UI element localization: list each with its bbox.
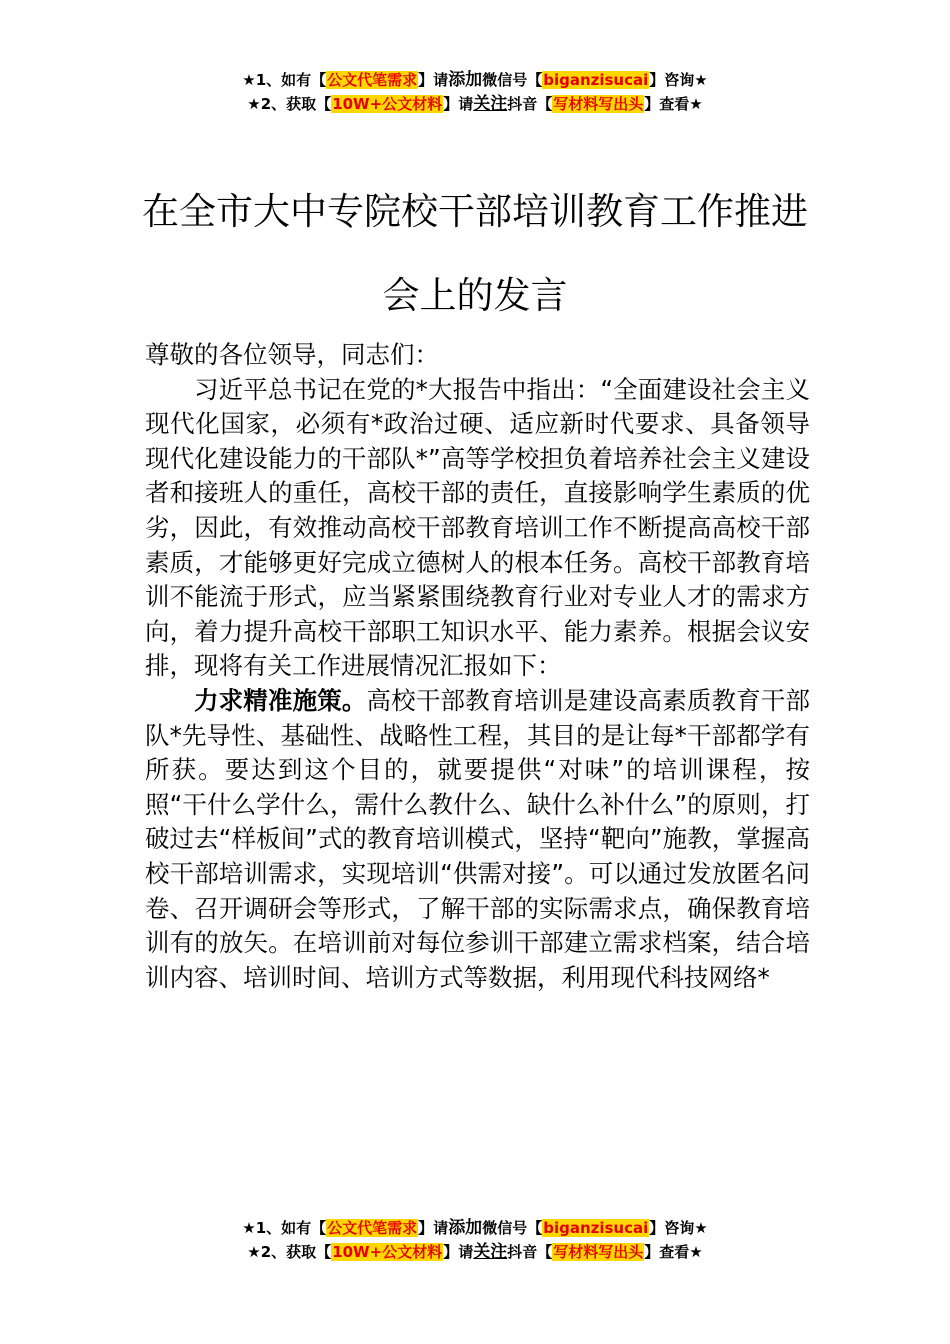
banner-text: 】查看★ (644, 1243, 703, 1261)
paragraph-intro: 习近平总书记在党的*大报告中指出：“全面建设社会主义现代化国家，必须有*政治过硬、适应新时代要求、具备领导现代化建设能力的干部队*”高等学校担负着培养社会主义建设者和接班人的重任，高校干部的责任，直接影响学生素质的优劣，因此，有效推动高校干部教育培训工作不断提高高校干部素质，才能够更好完成立德树人的根本任务。高校干部教育培训不能流于形式，应当紧紧围绕教育行业对专业人才的需求方向，着力提升高校干部职工知识水平、能力素养。根据会议安排，现将有关工作进展情况汇报如下： (145, 374, 810, 681)
banner-text: 】请 (418, 71, 449, 89)
banner-highlight: 10W+公文材料 (332, 95, 443, 113)
banner-text: 】咨询★ (649, 71, 708, 89)
banner-line-2 (0, 92, 950, 116)
title-line-2: 会上的发言 (382, 274, 568, 317)
banner-line-1 (0, 68, 950, 92)
banner-text: ★2、获取【 (247, 95, 332, 113)
paragraph-text: 高校干部教育培训是建设高素质教育干部队*先导性、基础性、战略性工程，其目的是让每*干部都学有所获。要达到这个目的，就要提供“对味”的培训课程，按照“干什么学什么，需什么教什么、缺什么补什么”的原则，打破过去“样板间”式的教育培训模式，坚持“靶向”施教，掌握高校干部培训需求，实现培训“供需对接”。可以通过发放匿名问卷、召开调研会等形式，了解干部的实际需求点，确保教育培训有的放矢。在培训前对每位参训干部建立需求档案，结合培训内容、培训时间、培训方式等数据，利用现代科技网络* (145, 685, 811, 992)
banner-emphasis: 关注 (473, 1242, 508, 1262)
banner-emphasis: 添加 (448, 1218, 483, 1238)
banner-text: ★2、获取【 (247, 1243, 332, 1261)
paragraph-lead: 力求精准施策。 (194, 685, 367, 715)
banner-highlight: 公文代笔需求 (327, 1219, 418, 1237)
banner-text: 抖音【 (507, 95, 553, 113)
banner-text: 】咨询★ (649, 1219, 708, 1237)
banner-text: 微信号【 (482, 1219, 543, 1237)
banner-text: 】请 (418, 1219, 449, 1237)
footer-banner (0, 1216, 950, 1264)
banner-wechat-id: biganzisucai (543, 1219, 649, 1237)
banner-text: 】请 (443, 95, 474, 113)
banner-text: 微信号【 (482, 71, 543, 89)
banner-wechat-id: biganzisucai (543, 71, 649, 89)
salutation: 尊敬的各位领导，同志们： (145, 340, 439, 369)
banner-text: ★1、如有【 (242, 71, 327, 89)
banner-line-2 (0, 1240, 950, 1264)
banner-highlight: 10W+公文材料 (332, 1243, 443, 1261)
banner-douyin-id: 写材料写出头 (553, 95, 644, 113)
banner-highlight: 公文代笔需求 (327, 71, 418, 89)
banner-line-1 (0, 1216, 950, 1240)
banner-emphasis: 关注 (473, 94, 508, 114)
banner-text: ★1、如有【 (242, 1219, 327, 1237)
banner-text: 】查看★ (644, 95, 703, 113)
banner-emphasis: 添加 (448, 70, 483, 90)
banner-douyin-id: 写材料写出头 (553, 1243, 644, 1261)
banner-text: 】请 (443, 1243, 474, 1261)
document-title (0, 170, 950, 338)
document-body (145, 338, 810, 995)
banner-text: 抖音【 (507, 1243, 553, 1261)
title-line-1: 在全市大中专院校干部培训教育工作推进 (142, 190, 808, 233)
header-banner (0, 68, 950, 116)
paragraph-precise-policy (145, 684, 810, 995)
